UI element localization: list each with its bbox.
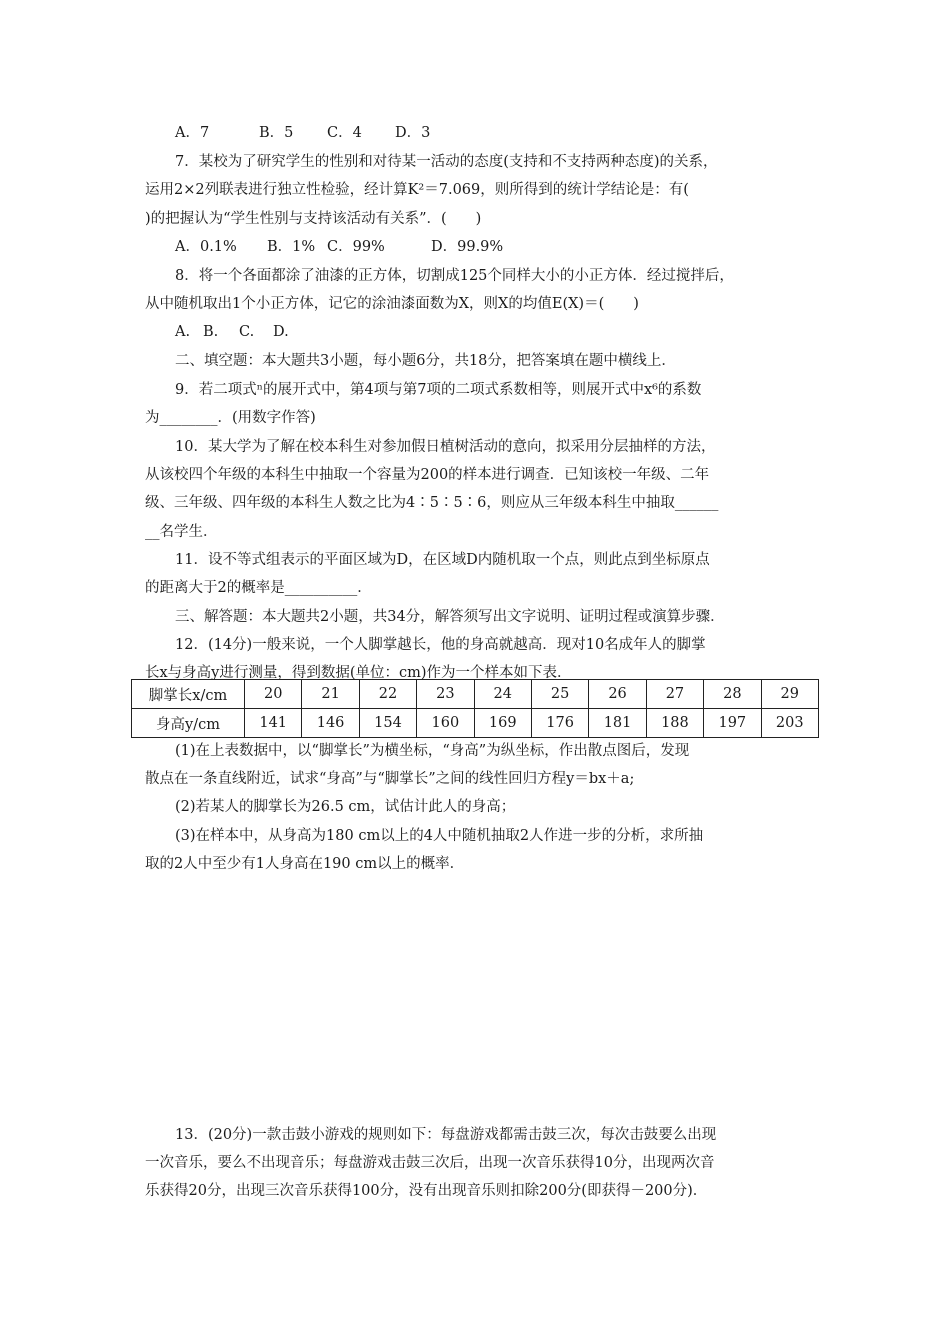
table-row-height [132, 709, 819, 738]
q12-data-table [131, 679, 819, 738]
q8-option-d: D. [273, 324, 289, 340]
q8-line2: 从中随机取出1个小正方体，记它的涂油漆面数为X，则X的均值E(X)＝( ) [145, 296, 639, 312]
section2-heading: 二、填空题：本大题共3小题，每小题6分，共18分，把答案填在题中横线上． [175, 353, 676, 369]
q6-option-c: C．4 [327, 125, 362, 141]
table-cell: 21 [302, 680, 359, 709]
table-cell: 28 [704, 680, 761, 709]
q7-option-b: B．1% [267, 239, 316, 255]
table-cell: 20 [245, 680, 302, 709]
table-cell: 22 [359, 680, 416, 709]
q11-line1: 11．设不等式组表示的平面区域为D，在区域D内随机取一个点，则此点到坐标原点 [175, 552, 710, 568]
table-row-foot-length [132, 680, 819, 709]
q10-line1: 10．某大学为了解在校本科生对参加假日植树活动的意向，拟采用分层抽样的方法， [175, 439, 716, 455]
q9-line2: 为________．(用数字作答) [145, 410, 316, 426]
row1-header: 脚掌长x/cm [132, 680, 245, 709]
q8-option-c: C. [239, 324, 255, 340]
q6-option-b: B．5 [259, 125, 294, 141]
q9-line1: 9．若二项式ⁿ的展开式中，第4项与第7项的二项式系数相等，则展开式中x⁶的系数 [175, 382, 702, 398]
q12-part1-line1: (1)在上表数据中，以“脚掌长”为横坐标，“身高”为纵坐标，作出散点图后，发现 [175, 743, 690, 759]
q7-line1: 7．某校为了研究学生的性别和对待某一活动的态度(支持和不支持两种态度)的关系， [175, 154, 718, 170]
table-cell: 146 [302, 709, 359, 738]
q11-line2: 的距离大于2的概率是__________． [145, 580, 372, 596]
table-cell: 169 [474, 709, 531, 738]
table-cell: 197 [704, 709, 761, 738]
q7-option-a: A．0.1% [175, 239, 237, 255]
q6-options [175, 123, 430, 143]
table-cell: 141 [245, 709, 302, 738]
q6-option-a: A．7 [175, 125, 210, 141]
table-cell: 154 [359, 709, 416, 738]
table-cell: 181 [589, 709, 646, 738]
table-cell: 24 [474, 680, 531, 709]
q13-line3: 乐获得20分，出现三次音乐获得100分，没有出现音乐则扣除200分(即获得－200分)． [145, 1183, 708, 1199]
q12-part3-line1: (3)在样本中，从身高为180 cm以上的4人中随机抽取2人作进一步的分析，求所抽 [175, 828, 704, 844]
q7-option-d: D．99.9% [431, 239, 504, 255]
q12-line1: 12．(14分)一般来说，一个人脚掌越长，他的身高就越高．现对10名成年人的脚掌 [175, 637, 706, 653]
q7-options [175, 237, 503, 257]
section3-heading: 三、解答题：本大题共2小题，共34分，解答须写出文字说明、证明过程或演算步骤． [175, 609, 725, 625]
q10-line3: 级、三年级、四年级的本科生人数之比为4∶5∶5∶6，则应从三年级本科生中抽取______ [145, 495, 719, 511]
table-cell: 27 [646, 680, 703, 709]
q7-line2: 运用2×2列联表进行独立性检验，经计算K²＝7.069，则所得到的统计学结论是：有( [145, 182, 689, 198]
table-cell: 26 [589, 680, 646, 709]
q8-option-a: A. [175, 324, 191, 340]
q12-part3-line2: 取的2人中至少有1人身高在190 cm以上的概率． [145, 856, 465, 872]
table-cell: 188 [646, 709, 703, 738]
q10-line2: 从该校四个年级的本科生中抽取一个容量为200的样本进行调查．已知该校一年级、二年 [145, 467, 710, 483]
q12-part2: (2)若某人的脚掌长为26.5 cm，试估计此人的身高； [175, 799, 516, 815]
q7-option-c: C．99% [327, 239, 385, 255]
q8-line1: 8．将一个各面都涂了油漆的正方体，切割成125个同样大小的小正方体．经过搅拌后， [175, 268, 734, 284]
table-cell: 25 [531, 680, 588, 709]
row2-header: 身高y/cm [132, 709, 245, 738]
q12-line2: 长x与身高y进行测量，得到数据(单位：cm)作为一个样本如下表． [145, 665, 572, 681]
table-cell: 203 [761, 709, 818, 738]
q7-line3: )的把握认为“学生性别与支持该活动有关系”．( ) [145, 211, 482, 227]
table-cell: 29 [761, 680, 818, 709]
q12-part1-line2: 散点在一条直线附近，试求“身高”与“脚掌长”之间的线性回归方程y＝bx＋a; [145, 771, 635, 787]
table-cell: 176 [531, 709, 588, 738]
q13-line1: 13．(20分)一款击鼓小游戏的规则如下：每盘游戏都需击鼓三次，每次击鼓要么出现 [175, 1127, 717, 1143]
q6-option-d: D．3 [395, 125, 431, 141]
q10-line4: __名学生． [145, 524, 218, 540]
table-cell: 160 [417, 709, 474, 738]
q8-options [175, 322, 289, 342]
q8-option-b: B. [203, 324, 219, 340]
table-cell: 23 [417, 680, 474, 709]
q13-line2: 一次音乐，要么不出现音乐；每盘游戏击鼓三次后，出现一次音乐获得10分，出现两次音 [145, 1155, 715, 1171]
